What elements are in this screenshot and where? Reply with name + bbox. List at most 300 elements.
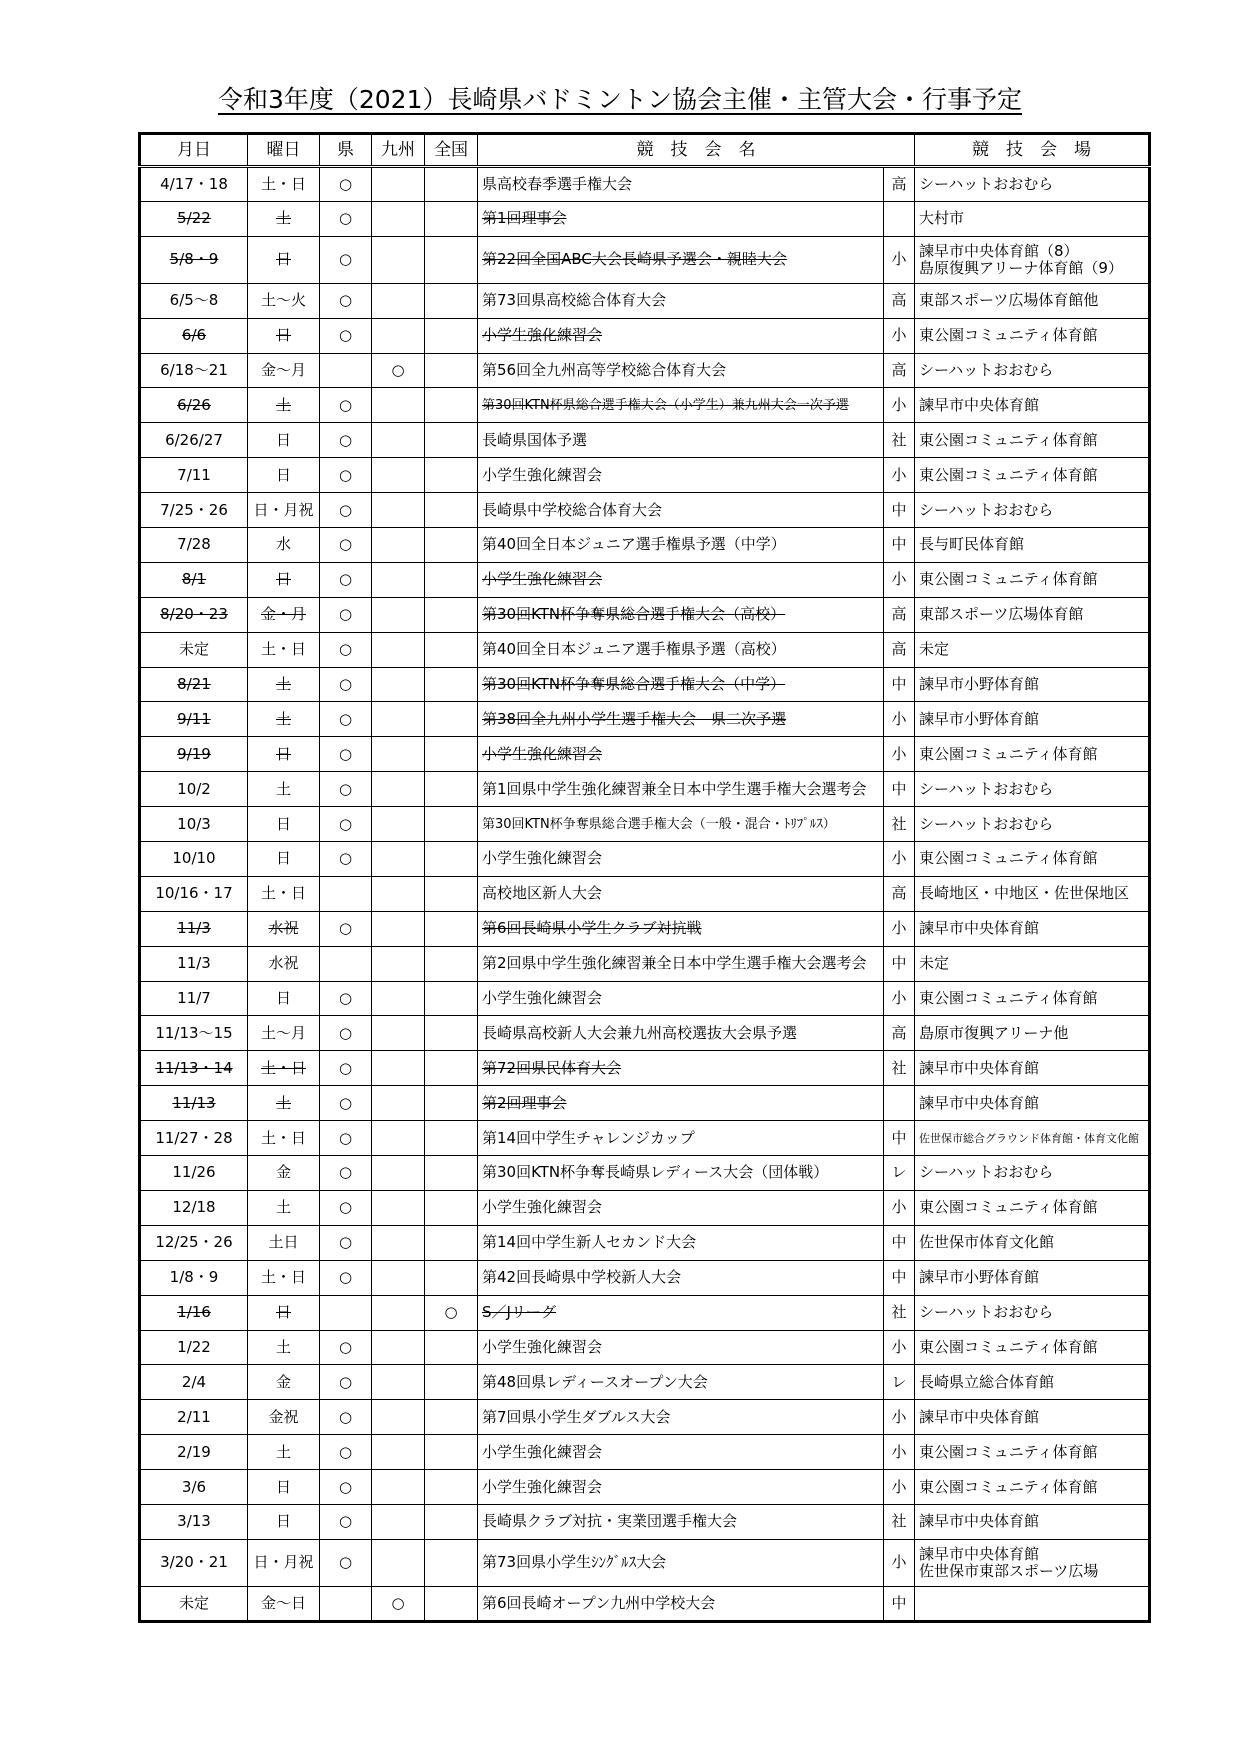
national-mark (425, 458, 478, 493)
date-cell (140, 842, 248, 877)
venue-cell-text: シーハットおおむら (919, 779, 1054, 798)
day-cell (248, 1470, 320, 1505)
category-cell-text: 小 (891, 744, 907, 763)
category-cell-text: レ (891, 1163, 907, 1182)
venue-cell-text: 未定 (919, 640, 950, 659)
kyushu-mark (372, 528, 425, 563)
day-cell (248, 353, 320, 388)
date-cell (140, 423, 248, 458)
event-name (478, 1470, 884, 1505)
national-mark (425, 981, 478, 1016)
date-cell-text: 9/19 (177, 744, 211, 763)
date-cell (140, 1400, 248, 1435)
venue-cell-text: 東部スポーツ広場体育館 (919, 605, 1084, 624)
event-name (478, 876, 884, 911)
pref-mark (320, 1586, 372, 1621)
event-name-text: 小学生強化練習会 (482, 1477, 603, 1496)
category-cell-text: 小 (891, 1553, 907, 1572)
venue-cell (915, 388, 1150, 423)
day-cell-text: 日 (275, 849, 291, 868)
national-mark (425, 1016, 478, 1051)
pref-mark (320, 876, 372, 911)
kyushu-mark (372, 1504, 425, 1539)
event-name (478, 1190, 884, 1225)
event-name-text: 第14回中学生チャレンジカップ (482, 1128, 695, 1147)
date-cell-text: 3/13 (177, 1512, 211, 1531)
day-cell-text: 金祝 (268, 1407, 299, 1426)
venue-cell (915, 946, 1150, 981)
venue-cell (915, 702, 1150, 737)
event-name (478, 423, 884, 458)
day-cell-text: 土 (275, 779, 291, 798)
date-cell-text: 10/10 (172, 849, 216, 868)
day-cell (248, 1260, 320, 1295)
category-cell (884, 236, 915, 283)
day-cell (248, 1435, 320, 1470)
venue-cell (915, 911, 1150, 946)
category-cell (884, 353, 915, 388)
category-cell (884, 632, 915, 667)
national-mark (425, 1365, 478, 1400)
kyushu-mark (372, 1156, 425, 1191)
day-cell-text: 金 (275, 1163, 291, 1182)
day-cell-text: 土 (275, 1337, 291, 1356)
table-row (140, 1051, 1150, 1086)
date-cell-text: 1/22 (177, 1337, 211, 1356)
event-name-text: 小学生強化練習会 (482, 1337, 603, 1356)
date-cell (140, 458, 248, 493)
national-mark (425, 1121, 478, 1156)
kyushu-mark (372, 1330, 425, 1365)
event-name-text: 第48回県レディースオープン大会 (482, 1372, 708, 1391)
kyushu-mark (372, 423, 425, 458)
date-cell-text: 1/8・9 (169, 1268, 219, 1287)
pref-mark-text: ○ (338, 395, 353, 414)
category-cell-text: 小 (891, 570, 907, 589)
pref-mark-text: ○ (338, 1163, 353, 1182)
pref-mark-text: ○ (338, 250, 353, 269)
table-row (140, 283, 1150, 318)
day-cell (248, 1295, 320, 1330)
venue-cell (915, 1016, 1150, 1051)
pref-mark-text: ○ (338, 605, 353, 624)
pref-mark-text: ○ (338, 640, 353, 659)
category-cell-text: 中 (891, 535, 907, 554)
category-cell-text: 小 (891, 709, 907, 728)
table-row (140, 632, 1150, 667)
day-cell (248, 737, 320, 772)
date-cell-text: 7/11 (177, 465, 211, 484)
venue-cell-text: 長崎地区・中地区・佐世保地区 (919, 884, 1130, 903)
header-row (140, 134, 1150, 167)
national-mark (425, 201, 478, 236)
event-name (478, 1365, 884, 1400)
date-cell-text: 11/3 (177, 919, 211, 938)
table-row (140, 1295, 1150, 1330)
day-cell-text: 土日 (268, 1233, 299, 1252)
venue-cell (915, 1121, 1150, 1156)
kyushu-mark-text: ○ (391, 361, 405, 379)
venue-cell-text: シーハットおおむら (919, 1303, 1054, 1322)
venue-cell-text: 諫早市中央体育館 (919, 395, 1040, 414)
national-mark (425, 388, 478, 423)
venue-cell (915, 528, 1150, 563)
event-name-text: 長崎県中学校総合体育大会 (482, 500, 663, 519)
pref-mark-text: ○ (338, 1337, 353, 1356)
date-cell (140, 1156, 248, 1191)
day-cell-text: 土・日 (260, 1058, 306, 1077)
event-name-text: 小学生強化練習会 (482, 1442, 603, 1461)
category-cell (884, 528, 915, 563)
event-name (478, 1400, 884, 1435)
table-row (140, 318, 1150, 353)
table-row (140, 667, 1150, 702)
venue-cell (915, 1190, 1150, 1225)
national-mark (425, 1260, 478, 1295)
national-mark (425, 702, 478, 737)
event-name-text: 第14回中学生新人セカンド大会 (482, 1233, 697, 1252)
day-cell (248, 1586, 320, 1621)
category-cell (884, 1086, 915, 1121)
category-cell (884, 1330, 915, 1365)
date-cell-text: 6/26 (177, 395, 211, 414)
event-name-text: 県高校春季選手権大会 (482, 174, 633, 193)
date-cell (140, 1295, 248, 1330)
date-cell (140, 1330, 248, 1365)
day-cell-text: 土・日 (260, 1128, 306, 1147)
event-name-text: 第73回県小学生ｼﾝｸﾞﾙｽ大会 (482, 1553, 667, 1572)
day-cell-text: 日・月祝 (253, 1553, 314, 1572)
header-pref: 県 (320, 134, 372, 167)
date-cell-text: 未定 (178, 1593, 209, 1612)
event-name (478, 201, 884, 236)
day-cell-text: 水祝 (268, 954, 299, 973)
national-mark (425, 1470, 478, 1505)
category-cell-text: 社 (891, 814, 907, 833)
venue-cell (915, 842, 1150, 877)
venue-cell (915, 167, 1150, 202)
event-name-text: 第2回県中学生強化練習兼全日本中学生選手権大会選考会 (482, 954, 867, 973)
kyushu-mark (372, 1586, 425, 1621)
table-row (140, 807, 1150, 842)
category-cell (884, 842, 915, 877)
event-name-text: 第7回県小学生ダブルス大会 (482, 1407, 671, 1426)
venue-cell-text: 東公園コミュニティ体育館 (919, 744, 1098, 763)
table-row (140, 911, 1150, 946)
event-name (478, 946, 884, 981)
day-cell-text: 日 (275, 430, 291, 449)
national-mark-text: ○ (444, 1303, 458, 1322)
pref-mark-text: ○ (338, 1093, 353, 1112)
date-cell (140, 1121, 248, 1156)
event-name (478, 842, 884, 877)
kyushu-mark (372, 1470, 425, 1505)
table-row (140, 1225, 1150, 1260)
category-cell (884, 1121, 915, 1156)
category-cell (884, 981, 915, 1016)
national-mark (425, 807, 478, 842)
national-mark (425, 1051, 478, 1086)
page-title (0, 80, 1240, 116)
event-name-text: S／Jリーグ (482, 1303, 556, 1322)
date-cell-text: 4/17・18 (160, 174, 228, 193)
event-name (478, 283, 884, 318)
day-cell (248, 1365, 320, 1400)
national-mark (425, 737, 478, 772)
day-cell-text: 土・日 (260, 174, 306, 193)
event-name-text: 第56回全九州高等学校総合体育大会 (482, 361, 727, 379)
venue-cell-text: 東公園コミュニティ体育館 (919, 1442, 1098, 1461)
date-cell-text: 10/2 (177, 779, 211, 798)
table-row (140, 737, 1150, 772)
table-row (140, 876, 1150, 911)
date-cell-text: 2/11 (177, 1407, 211, 1426)
day-cell (248, 283, 320, 318)
pref-mark-text: ○ (338, 174, 353, 193)
venue-cell-text: 東公園コミュニティ体育館 (919, 430, 1098, 449)
event-name (478, 493, 884, 528)
venue-cell-text: 東公園コミュニティ体育館 (919, 1337, 1098, 1356)
pref-mark (320, 1086, 372, 1121)
category-cell-text: 高 (891, 174, 907, 193)
day-cell (248, 1190, 320, 1225)
event-name-text: 第40回全日本ジュニア選手権県予選（中学） (482, 535, 786, 554)
day-cell-text: 土・日 (260, 640, 306, 659)
pref-mark (320, 981, 372, 1016)
category-cell (884, 946, 915, 981)
date-cell-text: 5/8・9 (169, 250, 219, 269)
day-cell (248, 981, 320, 1016)
pref-mark-text: ○ (338, 1233, 353, 1252)
date-cell-text: 6/26/27 (165, 430, 223, 449)
pref-mark-text: ○ (338, 1058, 353, 1077)
kyushu-mark (372, 236, 425, 283)
venue-cell (915, 562, 1150, 597)
day-cell-text: 日 (275, 1477, 291, 1496)
pref-mark (320, 1365, 372, 1400)
category-cell (884, 1051, 915, 1086)
day-cell (248, 702, 320, 737)
venue-cell (915, 632, 1150, 667)
table-row (140, 562, 1150, 597)
date-cell-text: 8/1 (181, 570, 207, 589)
table-row (140, 1470, 1150, 1505)
kyushu-mark (372, 1016, 425, 1051)
kyushu-mark (372, 458, 425, 493)
category-cell-text: 高 (891, 291, 907, 310)
day-cell-text: 金～月 (260, 361, 306, 379)
category-cell-text: 中 (891, 500, 907, 519)
pref-mark-text: ○ (338, 709, 353, 728)
venue-cell-text: シーハットおおむら (919, 814, 1054, 833)
pref-mark-text: ○ (338, 919, 353, 938)
event-name (478, 1539, 884, 1586)
day-cell (248, 528, 320, 563)
venue-cell (915, 1365, 1150, 1400)
kyushu-mark (372, 562, 425, 597)
kyushu-mark (372, 318, 425, 353)
day-cell (248, 493, 320, 528)
pref-mark (320, 597, 372, 632)
date-cell (140, 667, 248, 702)
pref-mark-text: ○ (338, 989, 353, 1008)
venue-cell-text: 諫早市小野体育館 (919, 1268, 1040, 1287)
kyushu-mark (372, 167, 425, 202)
event-name-text: 長崎県高校新人大会兼九州高校選抜大会県予選 (482, 1023, 798, 1042)
date-cell (140, 1190, 248, 1225)
venue-cell (915, 353, 1150, 388)
date-cell (140, 597, 248, 632)
category-cell (884, 667, 915, 702)
table-row (140, 458, 1150, 493)
venue-cell (915, 772, 1150, 807)
schedule-table (138, 132, 1151, 1623)
event-name-text: 第2回理事会 (482, 1093, 567, 1112)
pref-mark-text: ○ (338, 1407, 353, 1426)
event-name (478, 236, 884, 283)
day-cell-text: 日 (275, 570, 291, 589)
pref-mark (320, 946, 372, 981)
national-mark (425, 318, 478, 353)
pref-mark (320, 667, 372, 702)
kyushu-mark (372, 772, 425, 807)
day-cell-text: 日 (275, 989, 291, 1008)
pref-mark (320, 632, 372, 667)
event-name (478, 1330, 884, 1365)
event-name (478, 1260, 884, 1295)
category-cell (884, 807, 915, 842)
event-name (478, 388, 884, 423)
event-name (478, 562, 884, 597)
category-cell-text: 中 (891, 675, 907, 694)
date-cell (140, 201, 248, 236)
category-cell-text: 小 (891, 250, 907, 269)
venue-line: 諫早市中央体育館 (919, 1544, 1040, 1563)
pref-mark (320, 702, 372, 737)
national-mark (425, 423, 478, 458)
pref-mark-text: ○ (338, 675, 353, 694)
date-cell-text: 12/25・26 (155, 1233, 233, 1252)
category-cell (884, 283, 915, 318)
pref-mark-text: ○ (338, 779, 353, 798)
date-cell (140, 632, 248, 667)
date-cell (140, 388, 248, 423)
table-row (140, 1121, 1150, 1156)
day-cell-text: 水祝 (268, 919, 299, 938)
event-name (478, 1086, 884, 1121)
date-cell (140, 876, 248, 911)
event-name (478, 737, 884, 772)
date-cell (140, 318, 248, 353)
date-cell-text: 5/22 (177, 209, 211, 228)
date-cell-text: 10/16・17 (155, 884, 233, 903)
category-cell (884, 1435, 915, 1470)
event-name-text: 第6回長崎オープン九州中学校大会 (482, 1593, 716, 1612)
pref-mark (320, 528, 372, 563)
event-name-text: 第72回県民体育大会 (482, 1058, 622, 1077)
date-cell (140, 562, 248, 597)
date-cell (140, 528, 248, 563)
venue-line: 諫早市中央体育館（8） (919, 241, 1079, 260)
venue-cell (915, 1295, 1150, 1330)
category-cell-text: 小 (891, 326, 907, 345)
header-date: 月日 (140, 134, 248, 167)
category-cell (884, 493, 915, 528)
date-cell-text: 1/16 (177, 1303, 211, 1322)
national-mark (425, 876, 478, 911)
event-name (478, 1225, 884, 1260)
pref-mark (320, 807, 372, 842)
day-cell-text: 日 (275, 744, 291, 763)
category-cell (884, 1470, 915, 1505)
date-cell (140, 1260, 248, 1295)
category-cell-text: 中 (891, 779, 907, 798)
pref-mark-text: ○ (338, 814, 353, 833)
date-cell-text: 12/18 (172, 1198, 216, 1217)
date-cell (140, 493, 248, 528)
pref-mark-text: ○ (338, 849, 353, 868)
day-cell-text: 土 (275, 395, 291, 414)
kyushu-mark (372, 493, 425, 528)
date-cell (140, 737, 248, 772)
national-mark (425, 1086, 478, 1121)
date-cell-text: 8/20・23 (160, 605, 228, 624)
event-name (478, 528, 884, 563)
event-name (478, 167, 884, 202)
pref-mark (320, 167, 372, 202)
pref-mark (320, 842, 372, 877)
event-name (478, 1016, 884, 1051)
venue-cell (915, 807, 1150, 842)
event-name-text: 小学生強化練習会 (482, 1198, 603, 1217)
table-row (140, 528, 1150, 563)
national-mark (425, 1225, 478, 1260)
national-mark (425, 283, 478, 318)
event-name-text: 第30回KTN杯県総合選手権大会（小学生）兼九州大会一次予選 (482, 398, 849, 414)
kyushu-mark (372, 911, 425, 946)
venue-cell (915, 1225, 1150, 1260)
day-cell-text: 日 (275, 465, 291, 484)
category-cell (884, 1190, 915, 1225)
national-mark (425, 946, 478, 981)
day-cell (248, 388, 320, 423)
date-cell-text: 11/27・28 (155, 1128, 233, 1147)
venue-cell (915, 423, 1150, 458)
pref-mark (320, 1156, 372, 1191)
venue-cell-text: シーハットおおむら (919, 500, 1054, 519)
pref-mark (320, 201, 372, 236)
category-cell-text: 小 (891, 849, 907, 868)
event-name (478, 353, 884, 388)
day-cell (248, 1330, 320, 1365)
kyushu-mark (372, 946, 425, 981)
date-cell-text: 11/3 (177, 954, 211, 973)
table-row (140, 1586, 1150, 1621)
date-cell (140, 1225, 248, 1260)
day-cell (248, 1504, 320, 1539)
date-cell (140, 236, 248, 283)
date-cell (140, 1539, 248, 1586)
event-name-text: 第30回KTN杯争奪県総合選手権大会（高校） (482, 605, 786, 624)
event-name-text: 小学生強化練習会 (482, 570, 603, 589)
date-cell (140, 353, 248, 388)
kyushu-mark (372, 842, 425, 877)
table-row (140, 423, 1150, 458)
table-row (140, 842, 1150, 877)
pref-mark (320, 353, 372, 388)
category-cell (884, 702, 915, 737)
table-row (140, 946, 1150, 981)
